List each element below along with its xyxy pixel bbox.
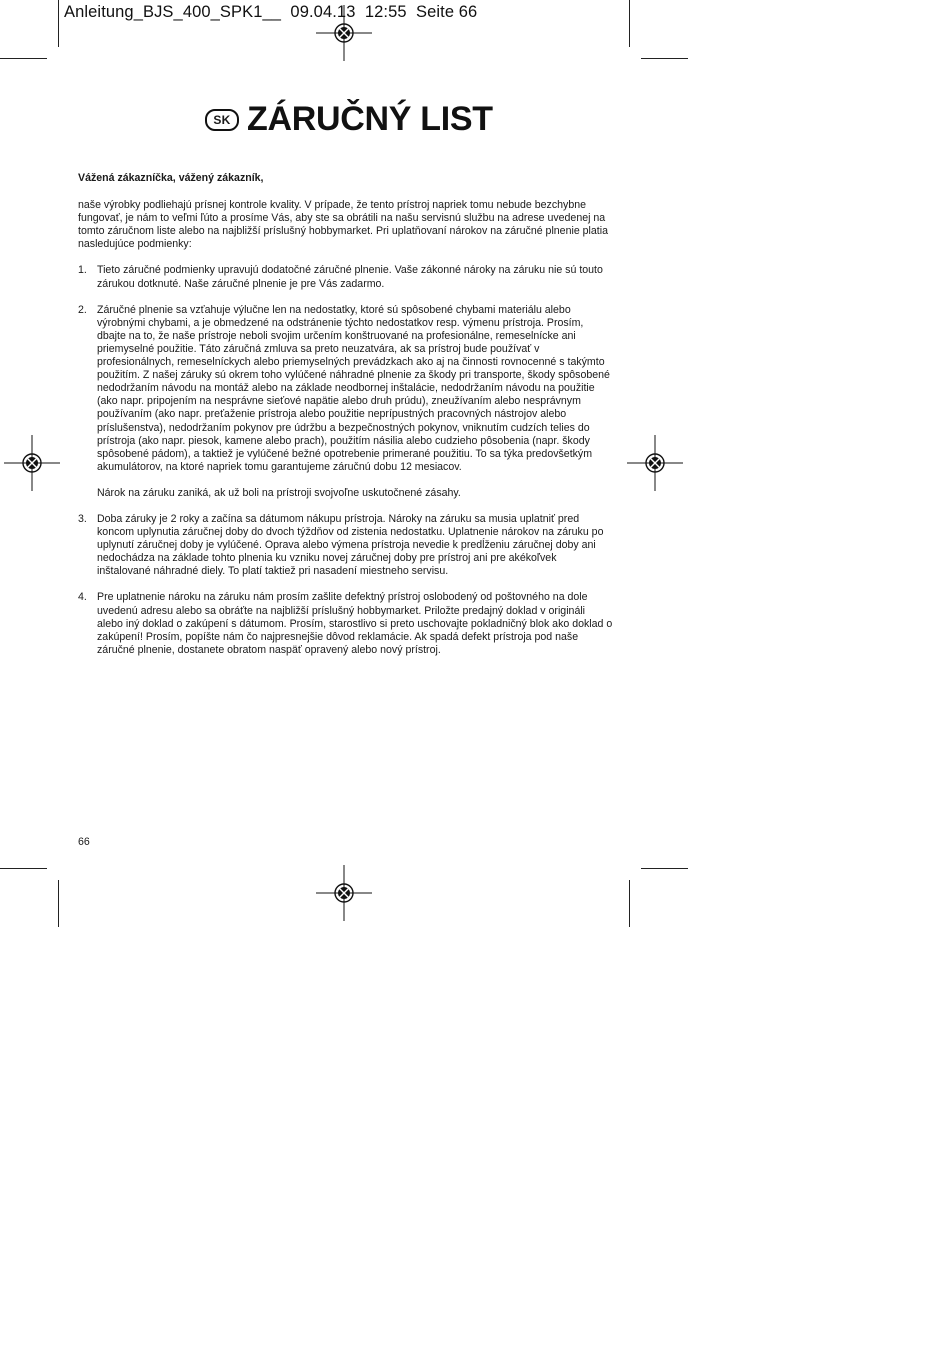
list-item-text: Pre uplatnenie nároku na záruku nám prosím zašlite defektný prístroj oslobodený od poštovného na dole uvedenú adresu alebo sa obráťte na najbližší príslušný hobbymarket. Priložte predajný doklad v origináli alebo iný doklad o zakúpení s dátumom. Prosím, starostlivo si preto uschovajte pokladničný blok ako doklad o zakúpení! Prosím, popíšte nám čo najpresnejšie dôvod reklamácie. Ak spadá defekt prístroja pod naše záručné plnenie, dostanete obratom naspäť opravený alebo nový prístroj. <box>97 591 613 656</box>
crop-mark <box>641 868 688 869</box>
print-slug: Anleitung_BJS_400_SPK1__ 09.04.13 12:55 Seite 66 <box>64 3 478 21</box>
list-item <box>78 264 613 290</box>
list-item-number: 4. <box>78 591 87 604</box>
list-item-text: Doba záruky je 2 roky a začína sa dátumom nákupu prístroja. Nároky na záruku sa musia uplatniť pred koncom uplynutia záručnej doby do dvoch týždňov od zistenia nedostatku. Uplatnenie nárokov na záruku po uplynutí záručnej doby je vylúčené. Oprava alebo výmena prístroja nevedie k predĺženiu záručnej doby ani nedochádza na základe tohto plnenia ku vzniku novej záručnej doby pre prístroj ani pre akékoľvek inštalované náhradné diely. To platí taktiež pri nasadení miestneho servisu. <box>97 512 604 578</box>
crop-mark <box>0 868 47 869</box>
intro-paragraph: naše výrobky podliehajú prísnej kontrole kvality. V prípade, že tento prístroj napriek tomu nebude bezchybne fungovať, je nám to veľmi ľúto a prosíme Vás, aby ste sa obrátili na našu servisnú službu na adrese uvedenej na tomto záručnom liste alebo na najbližší príslušný hobbymarket. Pri uplatňovaní nárokov na záručné plnenie platia nasledujúce podmienky: <box>78 199 608 251</box>
crop-mark <box>629 880 630 927</box>
list-item-number: 1. <box>78 264 87 277</box>
registration-mark-icon <box>627 435 683 491</box>
list-item-number: 3. <box>78 512 87 525</box>
list-item-note: Nárok na záruku zaniká, ak už boli na prístroji svojvoľne uskutočnené zásahy. <box>97 486 461 499</box>
list-item <box>78 513 613 578</box>
crop-mark <box>58 0 59 47</box>
conditions-list <box>78 264 613 656</box>
crop-mark <box>0 58 47 59</box>
registration-mark-icon <box>316 865 372 921</box>
registration-mark-icon <box>316 5 372 61</box>
crop-mark <box>58 880 59 927</box>
salutation: Vážená zákazníčka, vážený zákazník, <box>78 172 264 184</box>
list-item-number: 2. <box>78 303 87 316</box>
warranty-text <box>78 172 613 670</box>
crop-mark <box>629 0 630 47</box>
list-item-text: Tieto záručné podmienky upravujú dodatočné záručné plnenie. Vaše zákonné nároky na záruku nie sú touto zárukou dotknuté. Naše záručné plnenie je pre Vás zadarmo. <box>97 264 603 290</box>
page-heading <box>205 100 493 139</box>
list-item <box>78 591 613 656</box>
list-item-text: Záručné plnenie sa vzťahuje výlučne len na nedostatky, ktoré sú spôsobené chybami materiálu alebo výrobnými chybami, a je obmedzené na odstránenie týchto nedostatkov resp. výmenu prístroja. Prosím, dbajte na to, že naše prístroje neboli svojim určením konštruované na profesionálne, remeselnícke ani priemyselné použitie. Táto záručná zmluva sa preto neuzatvára, ak sa prístroj bude používať v profesionálnych, remeselníckych alebo priemyselných prevádzkach ako aj na činnosti rovnocenné s takýmto použitím. Z našej záruky sú okrem toho vylúčené náhradné plnenie za škody pri transporte, škody spôsobené nedodržaním návodu na montáž alebo na základe neodbornej inštalácie, nedodržaním návodu na použitie (ako napr. pripojením na nesprávne sieťové napätie alebo druh prúdu), zneužívaním alebo nesprávnym používaním (ako napr. preťaženie prístroja alebo použitie neprípustných pracovných nástrojov alebo príslušenstva), nedodržaním pokynov pre údržbu a bezpečnostných pokynov, vniknutím cudzích telies do prístroja (ako napr. piesok, kamene alebo prach), použitím násilia alebo cudzieho pôsobenia (napr. škody spôsobené pádom), a taktiež je vylúčené bežné opotrebenie primerané použitiu. To sa týka predovšetkým akumulátorov, na ktoré napriek tomu garantujeme záručnú dobu 12 mesiacov. <box>97 303 610 473</box>
crop-mark <box>641 58 688 59</box>
registration-mark-icon <box>4 435 60 491</box>
list-item <box>78 304 613 500</box>
page-number: 66 <box>78 836 90 848</box>
language-badge: SK <box>205 109 239 131</box>
page-title: ZÁRUČNÝ LIST <box>247 100 493 138</box>
